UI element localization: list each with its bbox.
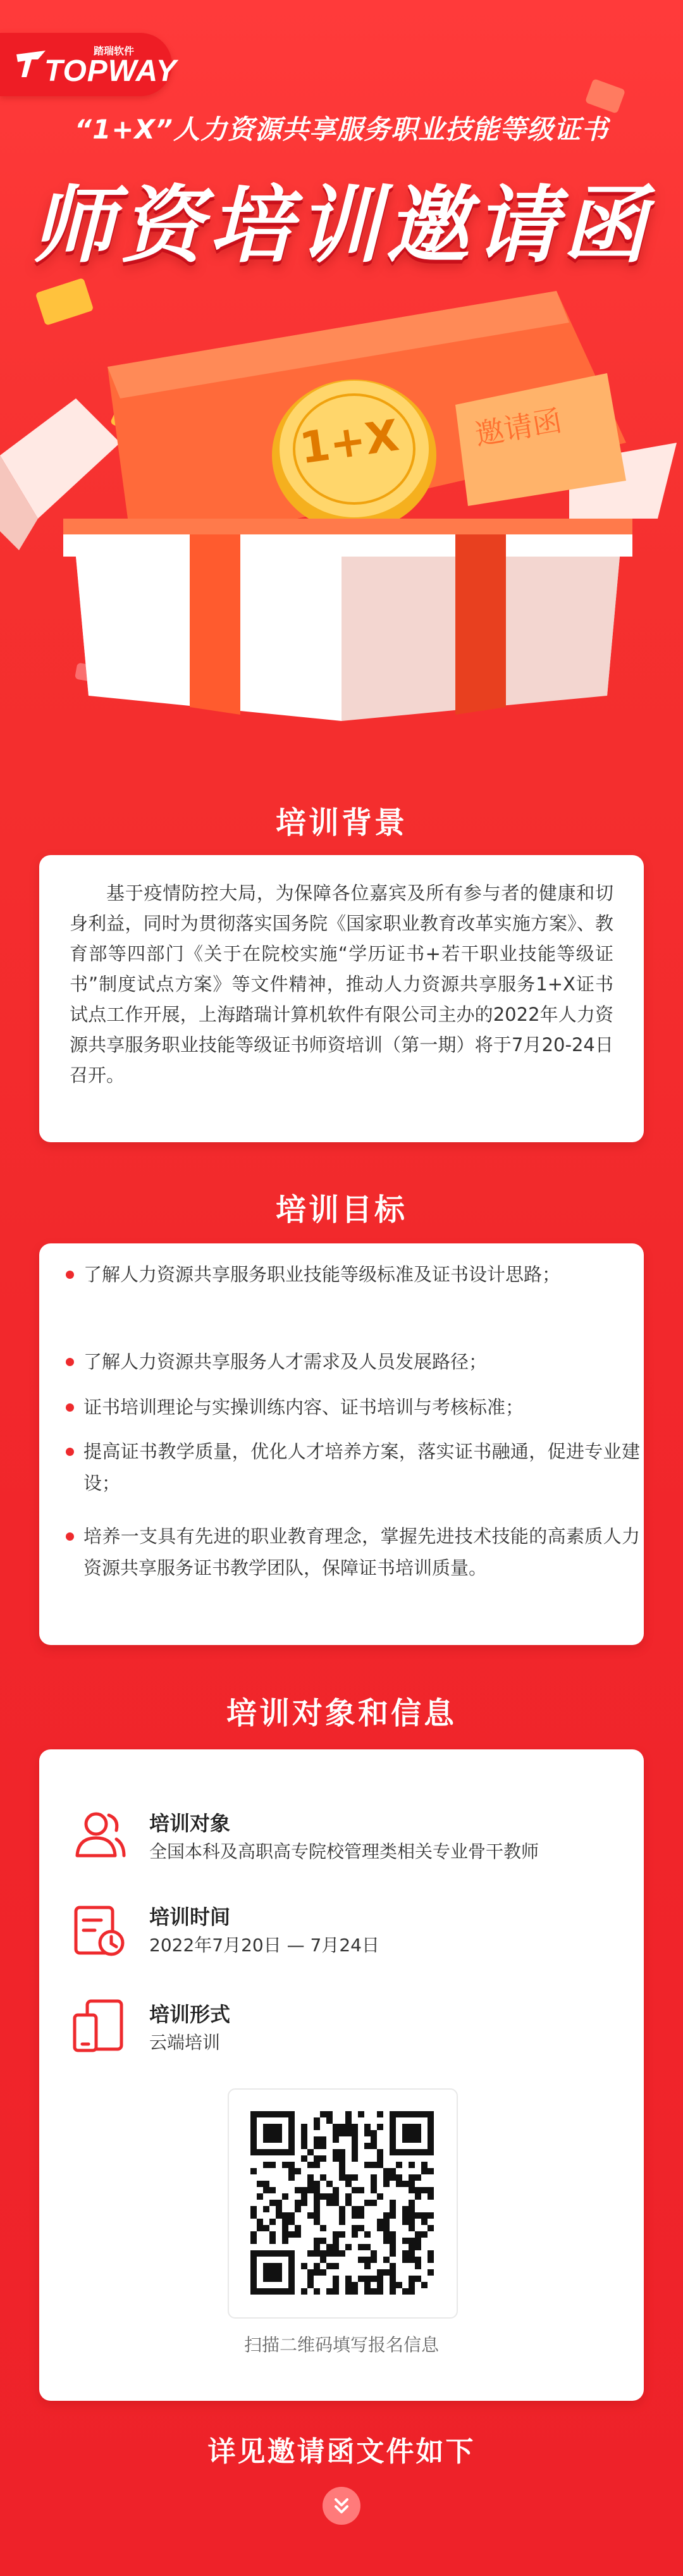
- hero-subtitle: “1+X”人力资源共享服务职业技能等级证书: [75, 114, 608, 145]
- info-time-label: 培训时间: [149, 1905, 231, 1929]
- goal-item: 了解人力资源共享服务职业技能等级标准及证书设计思路；: [66, 1259, 640, 1290]
- calendar-clock-icon: [70, 1901, 129, 1961]
- qr-caption: 扫描二维码填写报名信息: [243, 2334, 439, 2355]
- scroll-down-button[interactable]: [323, 2487, 360, 2525]
- gift-box-illustration: [0, 253, 683, 759]
- goal-item: 培养一支具有先进的职业教育理念，掌握先进技术技能的高素质人力资源共享服务证书教学团队，保障证书培训质量。: [66, 1520, 640, 1584]
- coin-label: 1+X: [297, 410, 402, 474]
- info-time-value: 2022年7月20日 — 7月24日: [149, 1935, 379, 1956]
- bullet-icon: [66, 1532, 74, 1541]
- bullet-icon: [66, 1403, 74, 1412]
- registration-qr-code[interactable]: [228, 2088, 458, 2319]
- goal-item: 提高证书教学质量，优化人才培养方案，落实证书融通，促进专业建设；: [66, 1436, 640, 1499]
- users-icon: [70, 1805, 129, 1864]
- section-title-goals: 培训目标: [275, 1192, 407, 1228]
- info-format-value: 云端培训: [149, 2032, 221, 2053]
- info-target-label: 培训对象: [149, 1811, 231, 1835]
- page-title: 师资培训邀请函: [32, 177, 651, 274]
- background-text: 基于疫情防控大局，为保障各位嘉宾及所有参与者的健康和切身利益，同时为贯彻落实国务院《国家职业教育改革实施方案》、教育部等四部门《关于在院校实施“学历证书+若干职业技能等级证书”制度试点方案》等文件精神，推动人力资源共享服务1+X证书试点工作开展，上海踏瑞计算机软件有限公司主办的2022年人力资源共享服务职业技能等级证书师资培训（第一期）将于7月20-24日召开。: [70, 882, 613, 1086]
- hero-banner: [0, 0, 683, 778]
- bullet-icon: [66, 1448, 74, 1456]
- bullet-icon: [66, 1271, 74, 1279]
- goal-item: 了解人力资源共享服务人才需求及人员发展路径；: [66, 1346, 640, 1377]
- info-target-value: 全国本科及高职高专院校管理类相关专业骨干教师: [149, 1841, 539, 1862]
- bullet-icon: [66, 1358, 74, 1366]
- double-chevron-down-icon: [330, 2494, 353, 2517]
- footer-text: 详见邀请函文件如下: [207, 2436, 476, 2468]
- section-title-info: 培训对象和信息: [226, 1696, 457, 1731]
- envelope-label: 邀请函: [472, 403, 565, 452]
- goal-item: 证书培训理论与实操训练内容、证书培训与考核标准；: [66, 1391, 640, 1423]
- devices-icon: [70, 1996, 129, 2055]
- logo-subtitle: 踏瑞软件: [94, 45, 135, 57]
- section-title-background: 培训背景: [275, 805, 407, 841]
- logo-wordmark: TOPWAY: [44, 54, 177, 88]
- info-format-label: 培训形式: [149, 2002, 231, 2026]
- qr-code-icon: [229, 2090, 457, 2317]
